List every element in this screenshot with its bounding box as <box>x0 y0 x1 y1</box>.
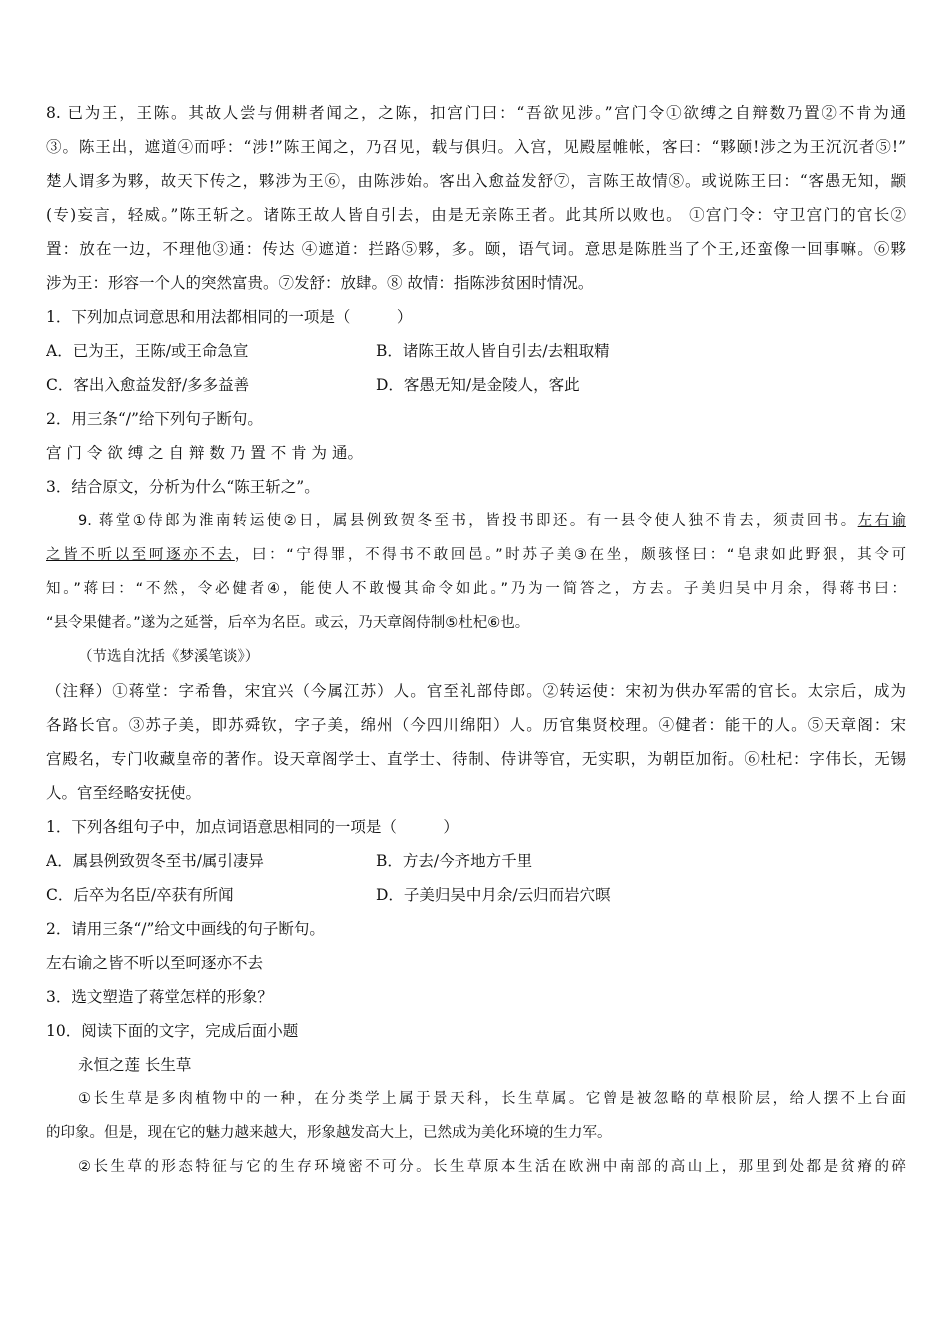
q10-title: 10．阅读下面的文字，完成后面小题 <box>46 1022 299 1040</box>
q8-passage-line: 楚人谓多为夥，故天下传之，夥涉为王⑥，由陈涉始。客出入愈益发舒⑦，言陈王故情⑧。或说陈王曰：“客愚无知，颛 <box>46 172 906 190</box>
q9-options-row <box>46 878 906 912</box>
q9-option-c: C．后卒为名臣/卒获有所闻 <box>46 886 234 904</box>
q8-options-row <box>46 368 906 402</box>
q9-option-a: A．属县例致贺冬至书/属引凄异 <box>46 852 264 870</box>
q8-passage-line: 涉为王：形容一个人的突然富贵。⑦发舒：放肆。⑧ 故情：指陈涉贫困时情况。 <box>46 274 594 292</box>
q9-passage-line: “县令果健者。”遂为之延誉，后卒为名臣。或云，乃天章阁侍制⑤杜杞⑥也。 <box>46 615 530 631</box>
q8-option-c: C．客出入愈益发舒/多多益善 <box>46 376 250 394</box>
q9-underlined-sentence: 之皆不听以至呵逐亦不去 <box>46 547 235 563</box>
q9-question-3: 3．选文塑造了蒋堂怎样的形象？ <box>46 988 273 1006</box>
q9-note-line: （注释）①蒋堂：字希鲁，宋宜兴（今属江苏）人。官至礼部侍郎。②转运使：宋初为供办军需的官长。太宗后，成为 <box>46 682 906 700</box>
document-page <box>46 96 906 1184</box>
q9-question-2: 2．请用三条“/”给文中画线的句子断句。 <box>46 920 325 938</box>
q9-source: （节选自沈括《梦溪笔谈》） <box>78 649 260 665</box>
q9-note-line: 宫殿名，专门收藏皇帝的著作。设天章阁学士、直学士、待制、侍讲等官，无实职，为朝臣加衔。⑥杜杞：字伟长，无锡 <box>46 750 906 768</box>
q9-note-line: 人。官至经略安抚使。 <box>46 784 202 802</box>
q9-passage-text: ，曰：“宁得罪，不得书不敢回邑。”时苏子美③在坐，颇骇怪曰：“皂隶如此野狠，其令可 <box>234 547 906 563</box>
q8-question-3: 3．结合原文，分析为什么“陈王斩之”。 <box>46 478 320 496</box>
q8-question-1: 1．下列加点词意思和用法都相同的一项是（ ） <box>46 308 413 326</box>
q8-passage-line: (专)妄言，轻威。”陈王斩之。诸陈王故人皆自引去，由是无亲陈王者。此其所以败也。 ①宫门令：守卫宫门的官长② <box>46 206 906 224</box>
q8-options-row <box>46 334 906 368</box>
q10-subtitle: 永恒之莲 长生草 <box>78 1056 192 1074</box>
q10-paragraph-line: ②长生草的形态特征与它的生存环境密不可分。长生草原本生活在欧洲中南部的高山上，那里到处都是贫瘠的碎 <box>78 1159 906 1175</box>
q9-underlined-sentence: 左右谕 <box>857 513 906 529</box>
q10-paragraph-line: ①长生草是多肉植物中的一种，在分类学上属于景天科，长生草属。它曾是被忽略的草根阶层，给人摆不上台面 <box>78 1091 906 1107</box>
q8-question-2: 2．用三条“/”给下列句子断句。 <box>46 410 263 428</box>
q9-question-2-text: 左右谕之皆不听以至呵逐亦不去 <box>46 954 264 972</box>
q9-note-line: 各路长官。③苏子美，即苏舜钦，字子美，绵州（今四川绵阳）人。历官集贤校理。④健者：能干的人。⑤天章阁：宋 <box>46 716 906 734</box>
q8-option-d: D．客愚无知/是金陵人，客此 <box>376 376 580 394</box>
q9-passage-line <box>46 504 906 538</box>
q9-options-row <box>46 844 906 878</box>
q9-passage-text: 9. 蒋堂①侍郎为淮南转运使②日，属县例致贺冬至书，皆投书即还。有一县令使人独不肯去，须责回书。 <box>78 513 858 529</box>
q9-passage-line <box>46 538 906 572</box>
q8-passage-line: 8. 已为王，王陈。其故人尝与佣耕者闻之，之陈，扣宫门曰：“吾欲见涉。”宫门令①欲缚之自辩数乃置②不肯为通 <box>46 104 906 122</box>
q10-paragraph-line: 的印象。但是，现在它的魅力越来越大，形象越发高大上，已然成为美化环境的生力军。 <box>46 1125 612 1141</box>
q9-option-d: D．子美归吴中月余/云归而岩穴暝 <box>376 886 611 904</box>
q9-question-1: 1．下列各组句子中，加点词语意思相同的一项是（ ） <box>46 818 459 836</box>
q8-option-a: A．已为王，王陈/或王命急宣 <box>46 342 249 360</box>
q9-passage-line: 知。”蒋曰：“不然，令必健者④，能使人不敢慢其命令如此。”乃为一简答之，方去。子美归吴中月余，得蒋书曰： <box>46 581 906 597</box>
q8-passage-line: ③。陈王出，遮道④而呼：“涉!”陈王闻之，乃召见，载与俱归。入宫，见殿屋帷帐，客曰：“夥颐!涉之为王沉沉者⑤!” <box>46 138 906 156</box>
q8-question-2-text: 宫 门 令 欲 缚 之 自 辩 数 乃 置 不 肯 为 通。 <box>46 444 363 462</box>
q8-option-b: B．诸陈王故人皆自引去/去粗取精 <box>376 342 610 360</box>
q9-option-b: B．方去/今齐地方千里 <box>376 852 533 870</box>
q8-passage-line: 置：放在一边，不理他③通：传达 ④遮道：拦路⑤夥，多。颐，语气词。意思是陈胜当了个王,还蛮像一回事嘛。⑥夥 <box>46 240 906 258</box>
